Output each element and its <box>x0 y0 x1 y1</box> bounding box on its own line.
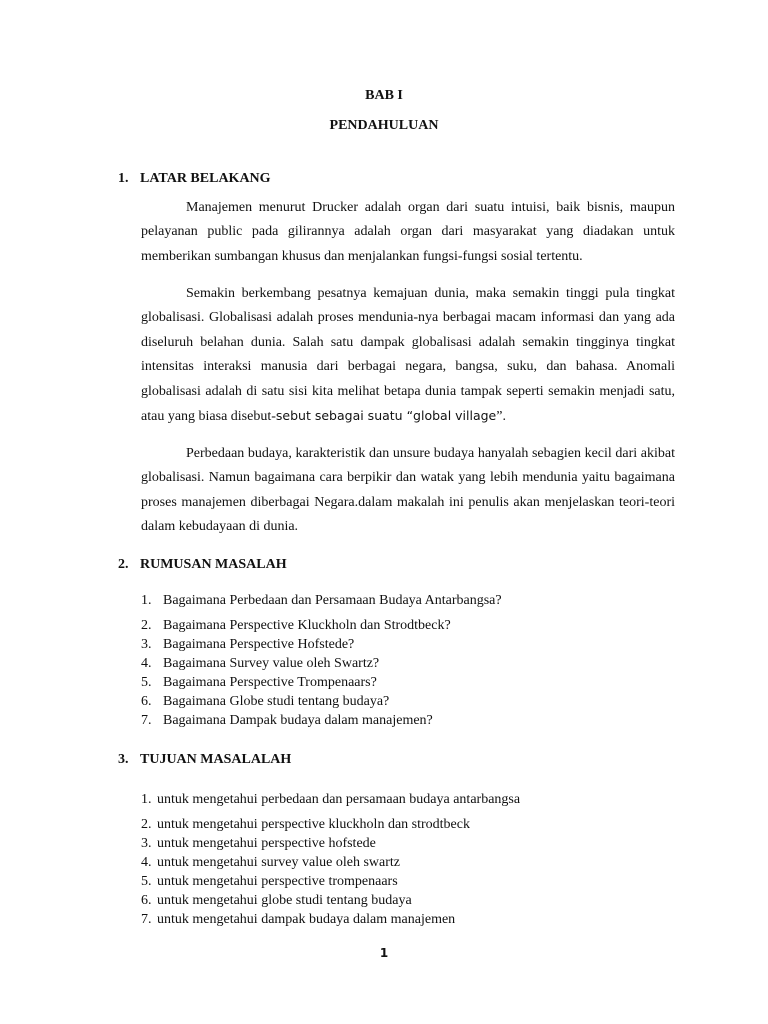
chapter-label: BAB I <box>365 88 403 103</box>
list-item-text: untuk mengetahui perspective kluckholn dan strodtbeck <box>157 817 470 832</box>
list-item <box>141 834 520 853</box>
paragraph-2-tail: sebut sebagai suatu “global village <box>275 408 497 424</box>
section-number: 1. <box>118 171 129 186</box>
list-item-number: 1. <box>141 593 152 608</box>
list-item <box>141 654 502 673</box>
list-item <box>141 910 520 929</box>
paragraph-2-end: ”. <box>496 409 506 425</box>
list-item-number: 5. <box>141 675 152 690</box>
section-number: 2. <box>118 557 129 572</box>
paragraph-3: Perbedaan budaya, karakteristik dan unsure budaya hanyalah sebagien kecil dari akibat globalisasi. Namun bagaimana cara berpikir dan watak yang lebih mendunia yaitu bagaimana proses manajemen diberbagai Negara.dalam makalah ini penulis akan menjelaskan teori-teori dalam kebudayaan di dunia. <box>141 446 675 535</box>
list-item <box>141 591 502 616</box>
list-item <box>141 872 520 891</box>
rumusan-list <box>141 591 502 730</box>
section-number: 3. <box>118 752 129 767</box>
list-item-number: 4. <box>141 656 152 671</box>
list-item-text: untuk mengetahui perspective hofstede <box>157 836 376 851</box>
list-item-text: Bagaimana Globe studi tentang budaya? <box>163 694 390 709</box>
list-item-text: Bagaimana Perspective Kluckholn dan Strodtbeck? <box>163 618 451 633</box>
section-heading-rumusan-masalah <box>118 557 287 573</box>
list-item <box>141 673 502 692</box>
list-item-number: 3. <box>141 637 152 652</box>
list-item <box>141 616 502 635</box>
paragraph-2-main: Semakin berkembang pesatnya kemajuan dunia, maka semakin tinggi pula tingkat globalisasi. Globalisasi adalah proses mendunia-nya berbagai macam informasi dan yang ada diseluruh belahan dunia. Salah satu dampak globalisasi adalah semakin tingginya tingkat intensitas interaksi manusia dari berbagai negara, bangsa, suku, dan bahasa. Anomali globalisasi adalah di satu sisi kita melihat betapa dunia tampak seperti semakin menjadi satu, atau yang biasa disebut- <box>141 286 675 425</box>
paragraph-2 <box>141 282 675 429</box>
paragraph-1: Manajemen menurut Drucker adalah organ dari suatu intuisi, baik bisnis, maupun pelayanan public pada gilirannya adalah organ dari masyarakat yang diadakan untuk memberikan sumbangan khusus dan menjalankan fungsi-fungsi sosial tertentu. <box>141 200 675 264</box>
list-item-text: untuk mengetahui perbedaan dan persamaan budaya antarbangsa <box>157 792 521 807</box>
list-item-number: 7. <box>141 713 152 728</box>
section-title: RUMUSAN MASALAH <box>140 557 287 572</box>
list-item-number: 3. <box>141 836 152 851</box>
list-item-number: 6. <box>141 694 152 709</box>
list-item-text: Bagaimana Survey value oleh Swartz? <box>163 656 380 671</box>
chapter-title: PENDAHULUAN <box>329 118 439 133</box>
section-title: LATAR BELAKANG <box>140 171 271 186</box>
list-item-number: 7. <box>141 912 152 927</box>
list-item <box>141 711 502 730</box>
list-item-text: Bagaimana Perbedaan dan Persamaan Budaya Antarbangsa? <box>163 593 502 608</box>
list-item-number: 2. <box>141 618 152 633</box>
page-number: 1 <box>379 946 389 960</box>
list-item-text: Bagaimana Dampak budaya dalam manajemen? <box>163 713 433 728</box>
tujuan-list <box>141 790 520 929</box>
list-item-text: Bagaimana Perspective Trompenaars? <box>163 675 377 690</box>
list-item <box>141 891 520 910</box>
list-item <box>141 692 502 711</box>
list-item-text: untuk mengetahui dampak budaya dalam manajemen <box>157 912 456 927</box>
list-item-text: untuk mengetahui globe studi tentang budaya <box>157 893 412 908</box>
list-item-number: 6. <box>141 893 152 908</box>
list-item-number: 2. <box>141 817 152 832</box>
list-item-text: untuk mengetahui perspective trompenaars <box>157 874 398 889</box>
list-item-text: untuk mengetahui survey value oleh swartz <box>157 855 400 870</box>
section-heading-tujuan-masalah <box>118 752 291 768</box>
list-item-number: 1. <box>141 792 152 807</box>
list-item-number: 4. <box>141 855 152 870</box>
list-item <box>141 815 520 834</box>
list-item <box>141 790 520 815</box>
list-item-text: Bagaimana Perspective Hofstede? <box>163 637 355 652</box>
list-item <box>141 635 502 654</box>
list-item-number: 5. <box>141 874 152 889</box>
section-heading-latar-belakang <box>118 171 271 187</box>
list-item <box>141 853 520 872</box>
section-title: TUJUAN MASALALAH <box>140 752 292 767</box>
